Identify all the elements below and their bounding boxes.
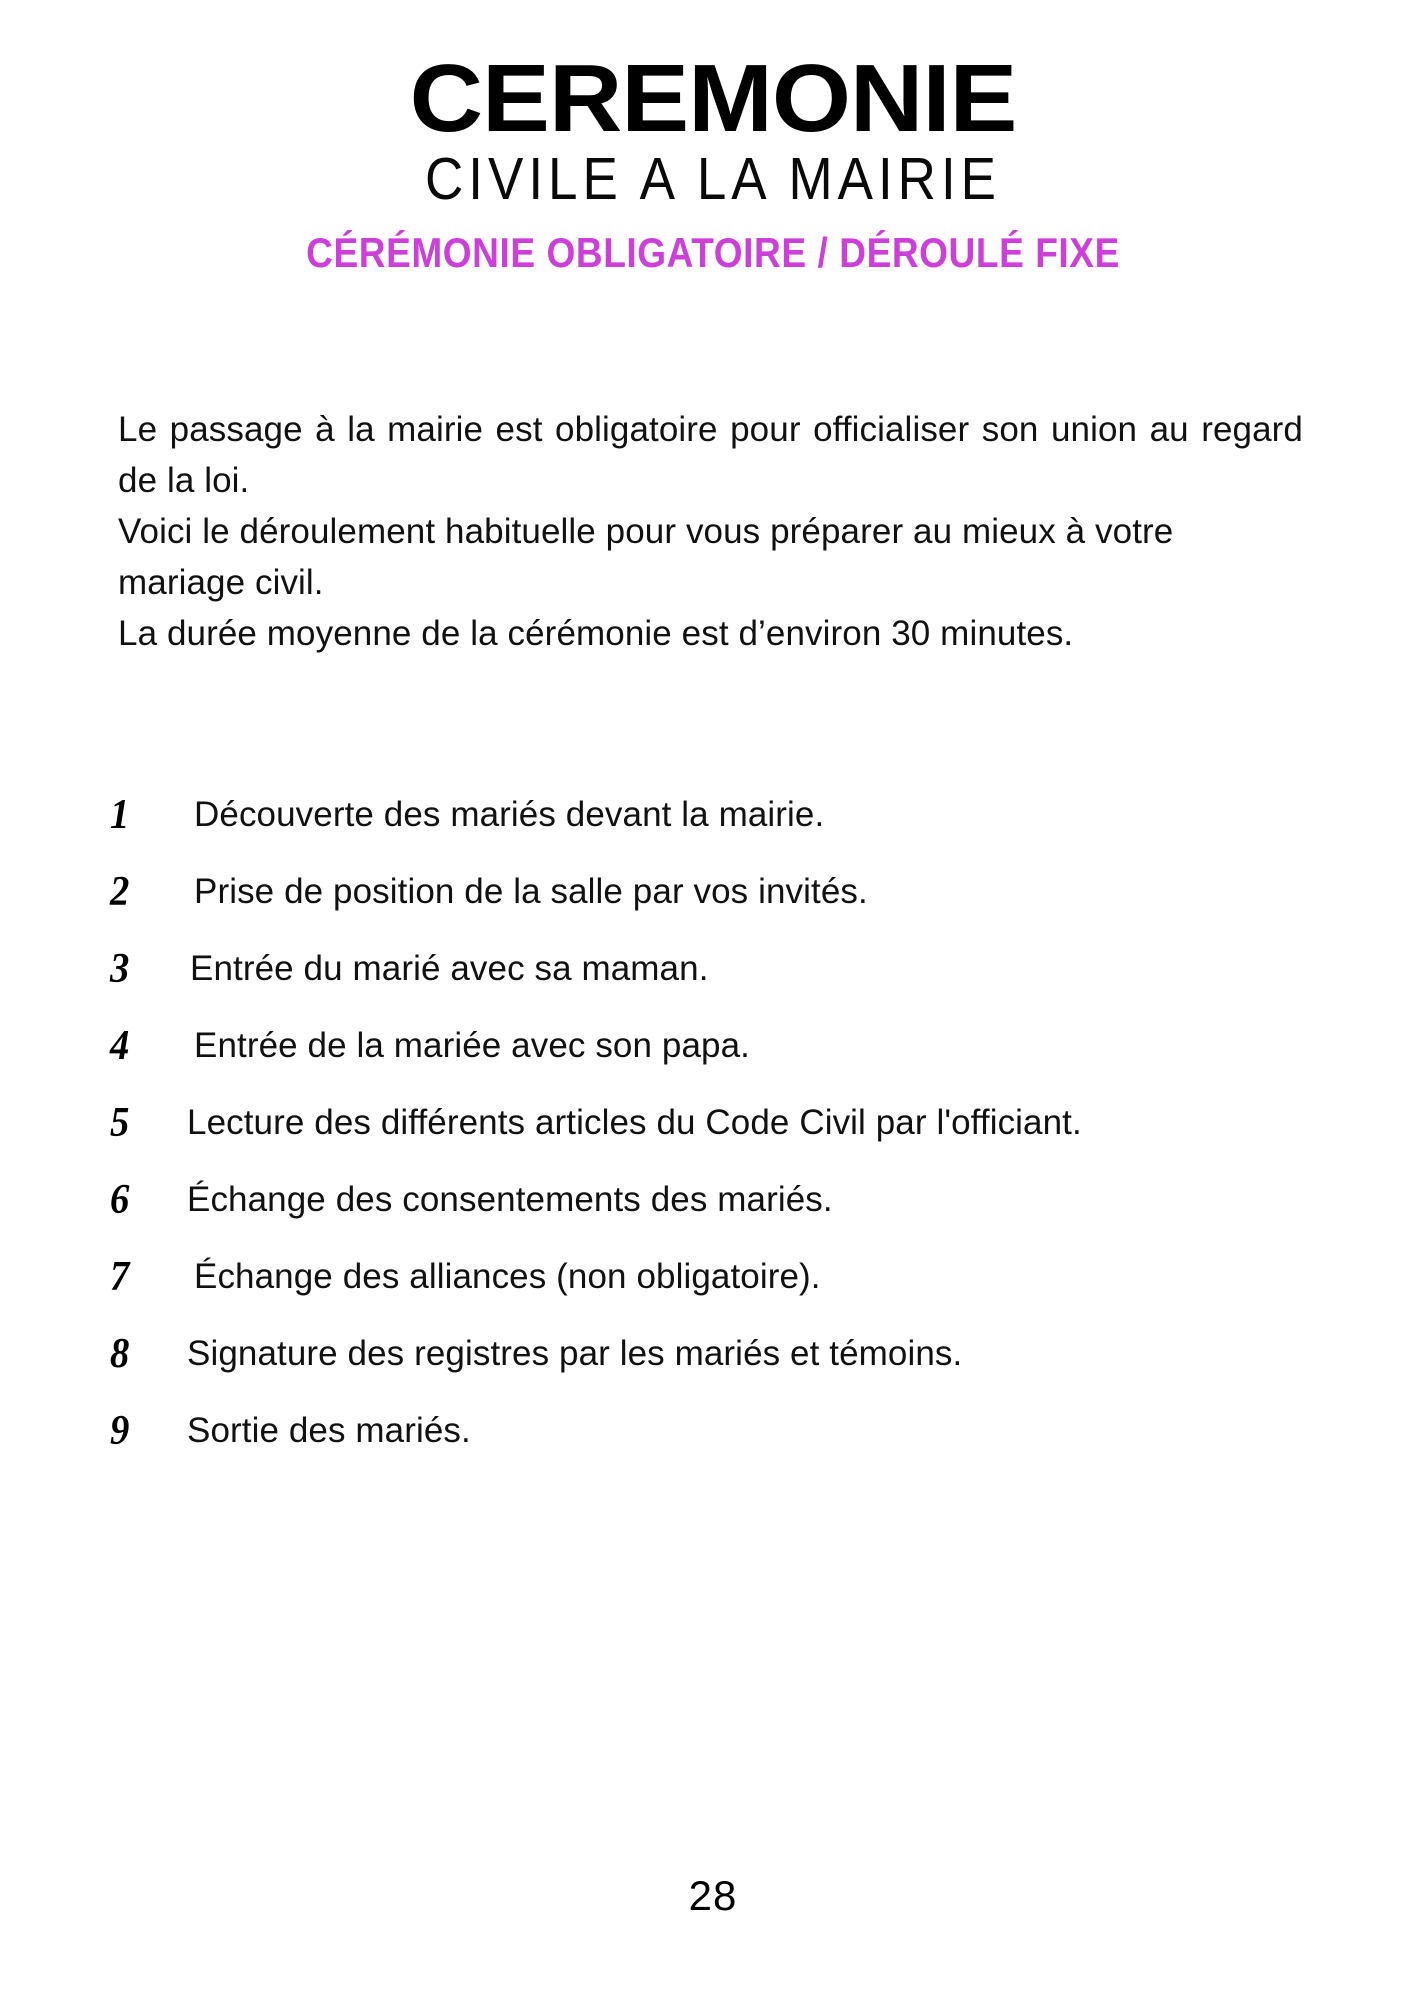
step-label: Sortie des mariés. <box>187 1410 471 1450</box>
page-header <box>0 45 1426 277</box>
step-number: 1 <box>110 791 130 838</box>
intro-paragraph <box>118 404 1303 659</box>
step-number: 4 <box>110 1022 130 1069</box>
step-label: Signature des registres par les mariés et témoins. <box>187 1333 963 1373</box>
page-title: CEREMONIE <box>409 45 1017 152</box>
step-number: 5 <box>110 1099 130 1146</box>
list-item <box>0 1238 1426 1315</box>
step-number: 2 <box>110 868 130 915</box>
step-label: Découverte des mariés devant la mairie. <box>194 794 825 834</box>
intro-line-2: Voici le déroulement habituelle pour vous préparer au mieux à votre mariage civil. <box>118 512 1174 602</box>
list-item <box>0 776 1426 853</box>
step-label: Prise de position de la salle par vos invités. <box>194 871 868 911</box>
list-item <box>0 1007 1426 1084</box>
step-number: 3 <box>110 945 130 992</box>
step-number: 9 <box>110 1407 130 1454</box>
step-number: 7 <box>110 1253 130 1300</box>
intro-line-1: Le passage à la mairie est obligatoire pour officialiser son union au regard de la loi. <box>118 410 1303 500</box>
page-number: 28 <box>688 1872 738 1919</box>
list-item <box>0 1392 1426 1469</box>
steps-list <box>0 776 1426 1469</box>
list-item <box>0 853 1426 930</box>
page-subtitle: CIVILE A LA MAIRIE <box>424 146 1002 213</box>
tagline: CÉRÉMONIE OBLIGATOIRE / DÉROULÉ FIXE <box>306 229 1120 277</box>
step-number: 6 <box>110 1176 130 1223</box>
list-item <box>0 1315 1426 1392</box>
intro-line-3: La durée moyenne de la cérémonie est d’environ 30 minutes. <box>118 614 1074 653</box>
step-label: Échange des consentements des mariés. <box>187 1179 833 1219</box>
step-label: Entrée du marié avec sa maman. <box>190 948 709 988</box>
step-label: Échange des alliances (non obligatoire). <box>194 1256 821 1296</box>
list-item <box>0 930 1426 1007</box>
list-item <box>0 1161 1426 1238</box>
step-label: Lecture des différents articles du Code Civil par l'officiant. <box>187 1102 1082 1142</box>
list-item <box>0 1084 1426 1161</box>
step-label: Entrée de la mariée avec son papa. <box>194 1025 750 1065</box>
step-number: 8 <box>110 1330 130 1377</box>
